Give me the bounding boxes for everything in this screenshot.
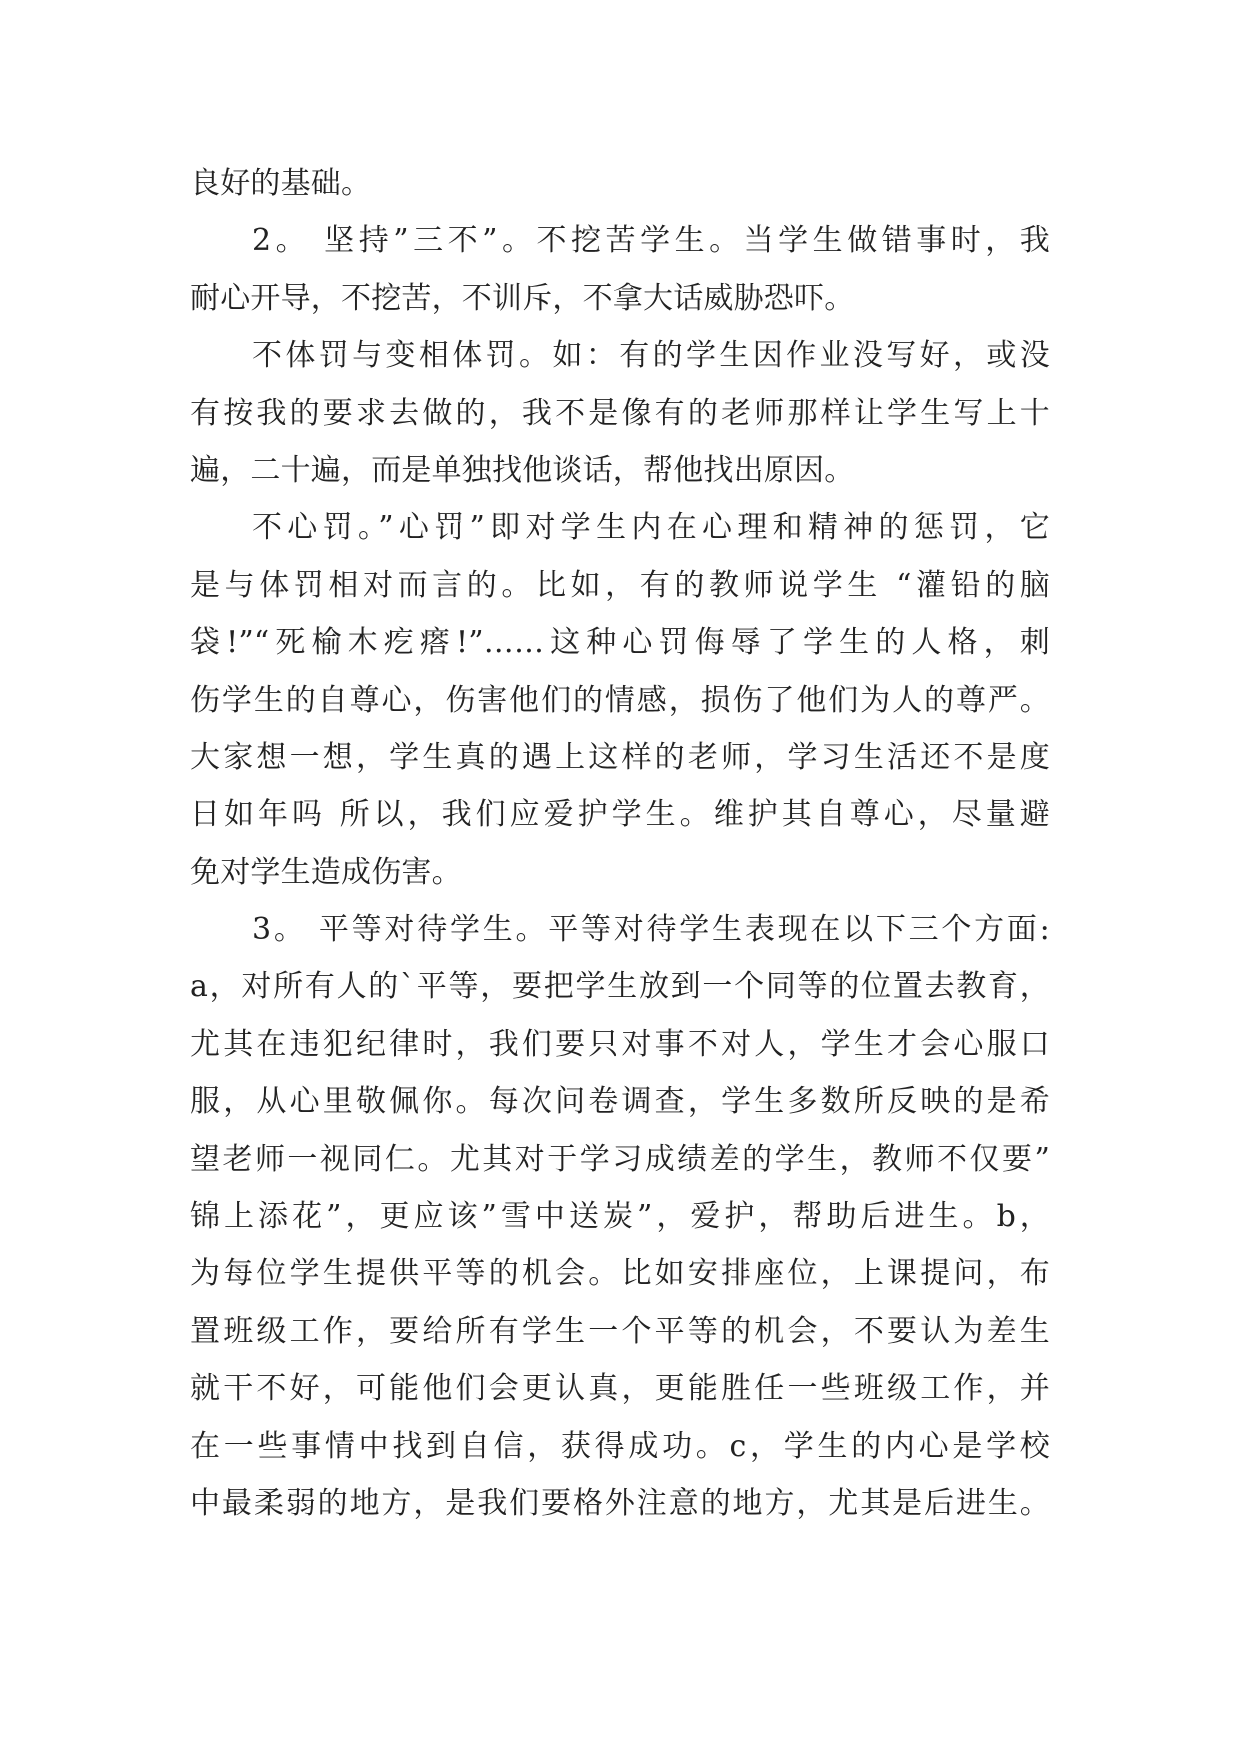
text-line: 在一些事情中找到自信，获得成功。c，学生的内心是学校 [190, 1428, 1050, 1464]
text-line: 袋!”“死榆木疙瘩!”……这种心罚侮辱了学生的人格，刺 [190, 625, 1050, 661]
text-line: 锦上添花”，更应该”雪中送炭”，爱护，帮助后进生。b， [190, 1199, 1050, 1235]
text-line: 伤学生的自尊心，伤害他们的情感，损伤了他们为人的尊严。 [190, 682, 1050, 718]
text-line: 2。 坚持”三不”。不挖苦学生。当学生做错事时，我 [252, 223, 1050, 259]
text-line: 是与体罚相对而言的。比如，有的教师说学生 “灌铅的脑 [190, 567, 1050, 603]
text-line: 中最柔弱的地方，是我们要格外注意的地方，尤其是后进生。 [190, 1485, 1050, 1521]
text-line: 日如年吗 所以，我们应爱护学生。维护其自尊心，尽量避 [190, 797, 1050, 833]
text-line: 耐心开导，不挖苦，不训斥，不拿大话威胁恐吓。 [190, 280, 855, 316]
text-line: 3。 平等对待学生。平等对待学生表现在以下三个方面: [252, 912, 1050, 948]
text-line: 遍，二十遍，而是单独找他谈话，帮他找出原因。 [190, 452, 855, 488]
body-text [190, 155, 1050, 1532]
text-line: 尤其在违犯纪律时，我们要只对事不对人，学生才会心服口 [190, 1026, 1050, 1062]
text-line: 良好的基础。 [190, 166, 372, 201]
text-line: 就干不好，可能他们会更认真，更能胜任一些班级工作，并 [190, 1371, 1050, 1407]
text-line: 免对学生造成伤害。 [190, 854, 462, 890]
text-line: a，对所有人的`平等，要把学生放到一个同等的位置去教育， [190, 969, 1050, 1005]
text-line: 为每位学生提供平等的机会。比如安排座位，上课提问，布 [190, 1256, 1050, 1292]
text-line: 不体罚与变相体罚。如：有的学生因作业没写好，或没 [252, 338, 1050, 374]
text-line: 服，从心里敬佩你。每次问卷调查，学生多数所反映的是希 [190, 1084, 1050, 1120]
text-line: 不心罚。”心罚”即对学生内在心理和精神的惩罚，它 [252, 510, 1050, 546]
text-line: 有按我的要求去做的，我不是像有的老师那样让学生写上十 [190, 395, 1050, 431]
text-line: 置班级工作，要给所有学生一个平等的机会，不要认为差生 [190, 1313, 1050, 1349]
text-line: 大家想一想，学生真的遇上这样的老师，学习生活还不是度 [190, 739, 1050, 775]
text-line: 望老师一视同仁。尤其对于学习成绩差的学生，教师不仅要” [190, 1141, 1050, 1177]
